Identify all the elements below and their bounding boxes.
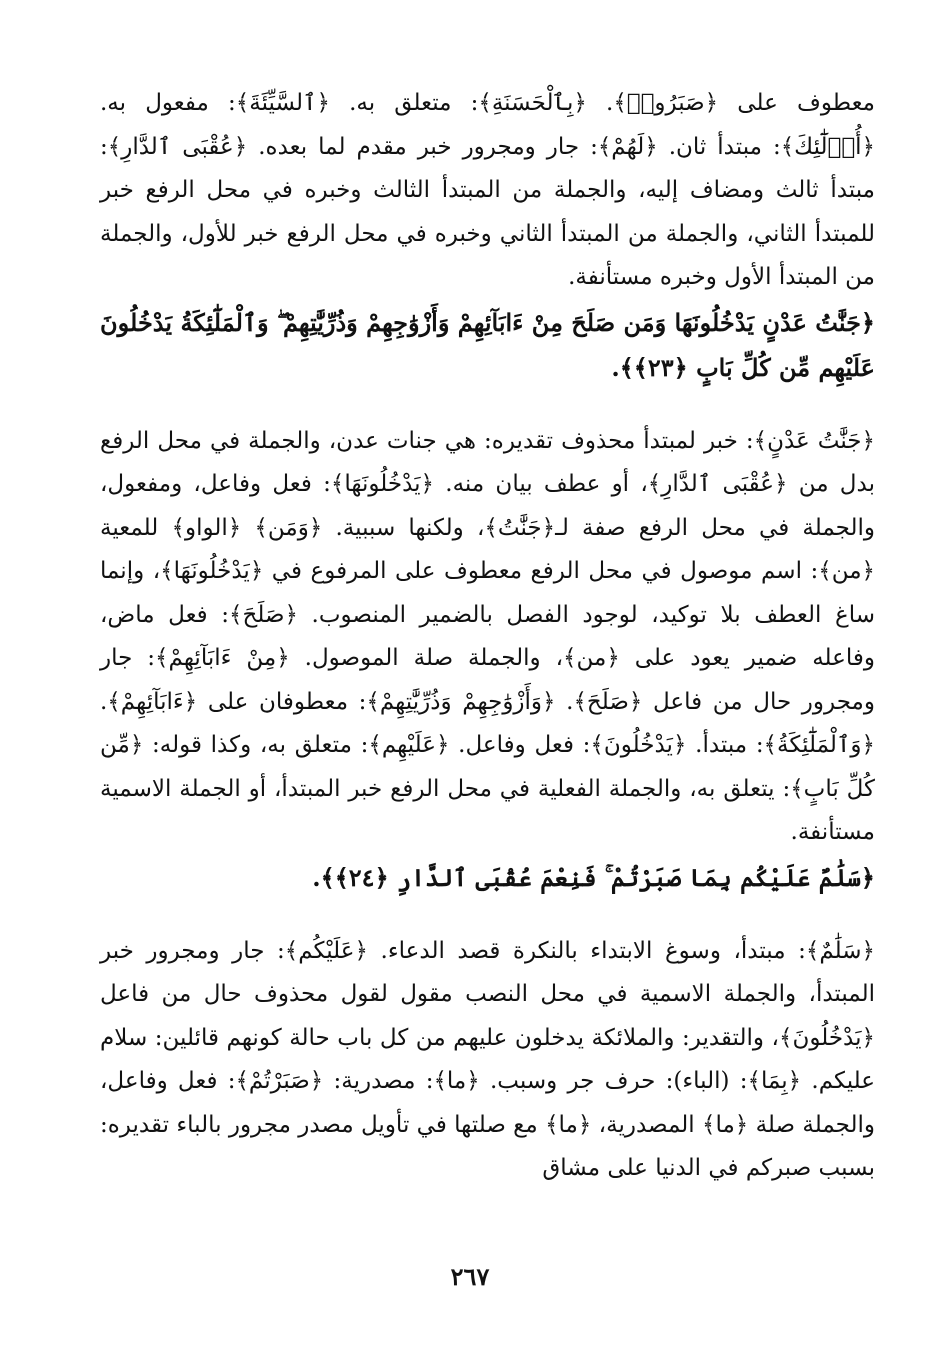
quran-verse-24: ﴿سَلَٰمٌ عَلَيْكُم بِمَا صَبَرْتُمْ ۚ فَنِعْمَ عُقْبَى ٱلدَّارِ ﴿٢٤﴾﴾. — [312, 862, 875, 892]
commentary-paragraph-1: معطوف على ﴿صَبَرُوا۟﴾. ﴿بِٱلْحَسَنَةِ﴾: متعلق به. ﴿ٱلسَّيِّئَةَ﴾: مفعول به. ﴿أُو۟لَٰٓئِكَ﴾: مبتدأ ثان. ﴿لَهُمْ﴾: جار ومجرور خبر مقدم لما بعده. ﴿عُقْبَى ٱلدَّارِ﴾: مبتدأ ثالث ومضاف إليه، والجملة من المبتدأ الثالث وخبره في محل الرفع خبر للمبتدأ الثاني، والجملة من المبتدأ الثاني وخبره في محل الرفع خبر للأول، والجملة من المبتدأ الأول وخبره مستأنفة. — [100, 90, 875, 290]
page-number: ٢٦٧ — [450, 1262, 490, 1291]
commentary-paragraph-3: ﴿سَلَٰمٌ﴾: مبتدأ، وسوغ الابتداء بالنكرة قصد الدعاء. ﴿عَلَيْكُم﴾: جار ومجرور خبر المبتدأ، والجملة الاسمية في محل النصب مقول لقول محذوف حال من فاعل ﴿يَدْخُلُونَ﴾، والتقدير: والملائكة يدخلون عليهم من كل باب حالة كونهم قائلين: سلام عليكم. ﴿بِمَا﴾: (الباء): حرف جر وسبب. ﴿ما﴾: مصدرية: ﴿صَبَرْتُمْ﴾: فعل وفاعل، والجملة صلة ﴿ما﴾ المصدرية، ﴿ما﴾ مع صلتها في تأويل مصدر مجرور بالباء تقديره: بسبب صبركم في الدنيا على مشاق — [100, 937, 875, 1181]
commentary-paragraph-2: ﴿جَنَّٰتُ عَدْنٍ﴾: خبر لمبتدأ محذوف تقديره: هي جنات عدن، والجملة في محل الرفع بدل من ﴿عُقْبَى ٱلدَّارِ﴾، أو عطف بيان منه. ﴿يَدْخُلُونَهَا﴾: فعل وفاعل، ومفعول، والجملة في محل الرفع صفة لـ﴿جَنَّٰتُ﴾، ولكنها سببية. ﴿وَمَن﴾ ﴿الواو﴾ للمعية ﴿من﴾: اسم موصول في محل الرفع معطوف على المرفوع في ﴿يَدْخُلُونَهَا﴾، وإنما ساغ العطف بلا توكيد، لوجود الفصل بالضمير المنصوب. ﴿صَلَحَ﴾: فعل ماض، وفاعله ضمير يعود على ﴿من﴾، والجملة صلة الموصول. ﴿مِنْ ءَابَآئِهِمْ﴾: جار ومجرور حال من فاعل ﴿صَلَحَ﴾. ﴿وَأَزْوَٰجِهِمْ وَذُرِّيَّٰتِهِمْ﴾: معطوفان على ﴿ءَابَآئِهِمْ﴾. ﴿وَٱلْمَلَٰٓئِكَةُ﴾: مبتدأ. ﴿يَدْخُلُونَ﴾: فعل وفاعل. ﴿عَلَيْهِم﴾: متعلق به، وكذا قوله: ﴿مِّن كُلِّ بَابٍ﴾: يتعلق به، والجملة الفعلية في محل الرفع خبر المبتدأ، أو الجملة الاسمية مستأنفة. — [100, 427, 875, 845]
quran-verse-23: ﴿جَنَّٰتُ عَدْنٍ يَدْخُلُونَهَا وَمَن صَلَحَ مِنْ ءَابَآئِهِمْ وَأَزْوَٰجِهِمْ وَذُرِّيَّٰتِهِمْ ۖ وَٱلْمَلَٰٓئِكَةُ يَدْخُلُونَ عَلَيْهِم مِّن كُلِّ بَابٍ ﴿٢٣﴾﴾. — [100, 307, 875, 382]
page-body — [100, 82, 875, 1191]
